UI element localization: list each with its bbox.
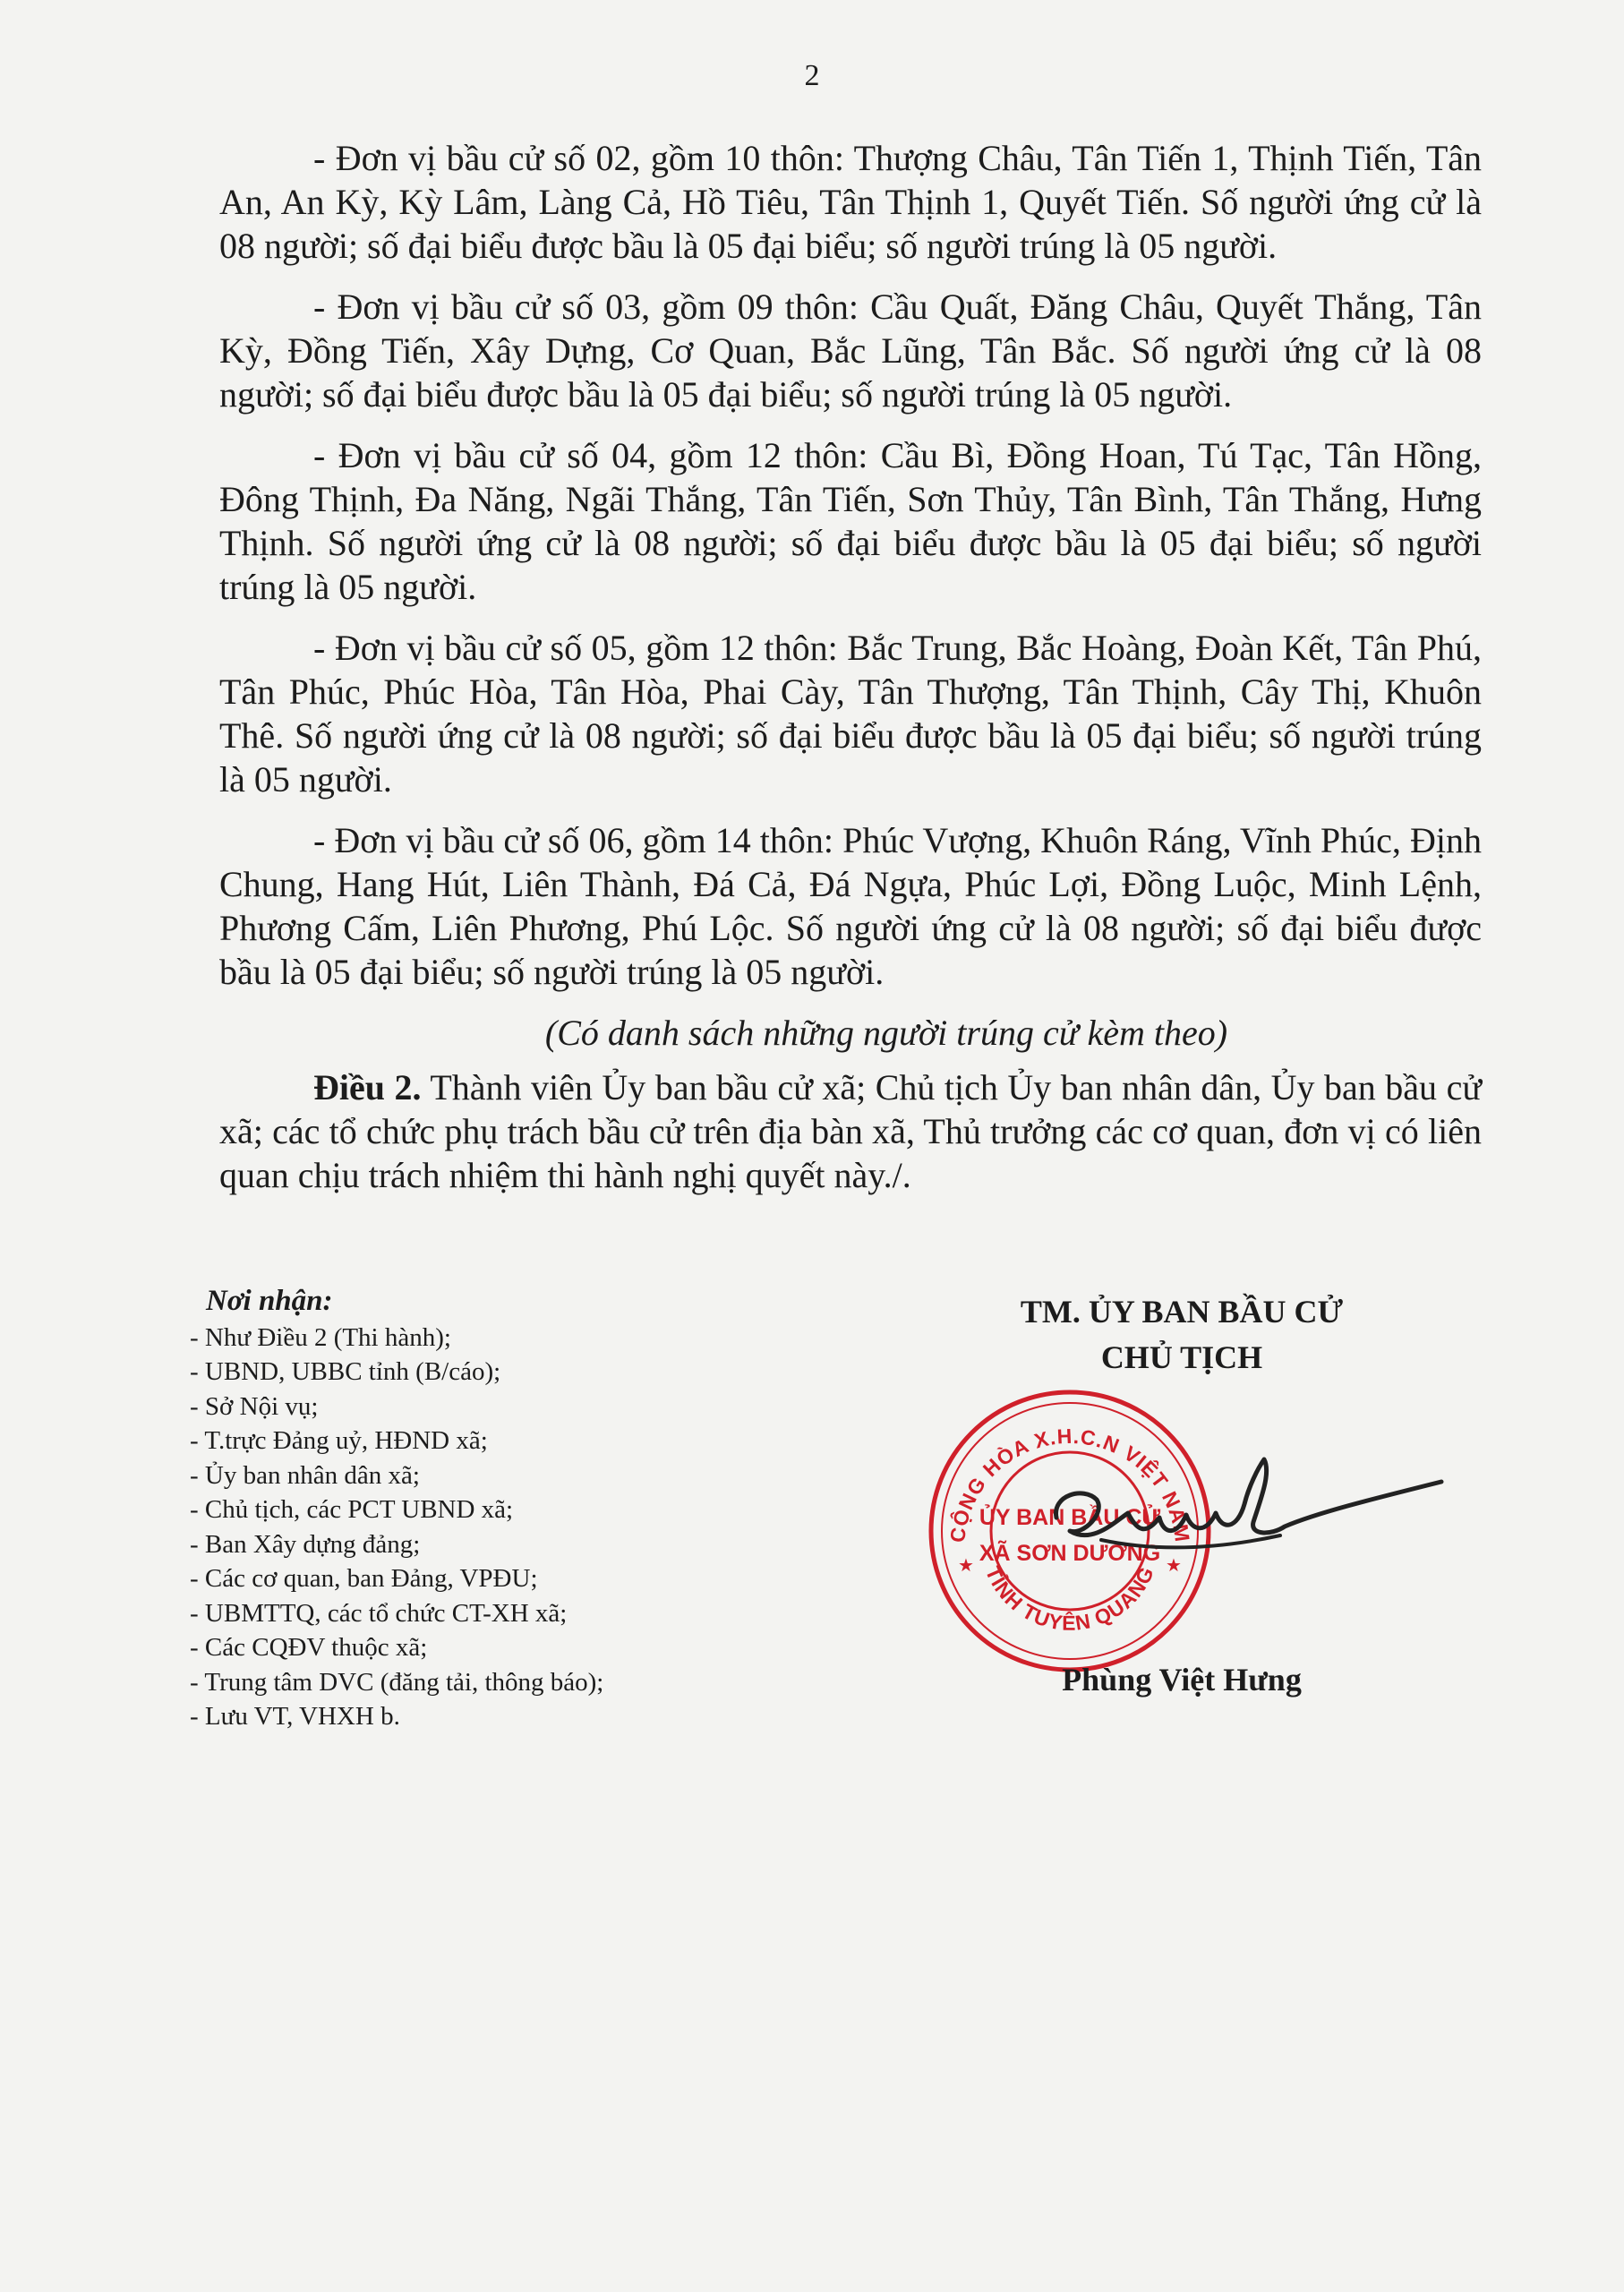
recipients-title: Nơi nhận: (206, 1285, 333, 1317)
recipient-item: - Trung tâm DVC (đăng tải, thông báo); (190, 1667, 604, 1697)
handwritten-signature (1030, 1450, 1450, 1585)
electoral-unit-04-paragraph: - Đơn vị bầu cử số 04, gồm 12 thôn: Cầu Bì, Đồng Hoan, Tú Tạc, Tân Hồng, Đông Thịnh, Đa Năng, Ngãi Thắng, Tân Tiến, Sơn Thủy, Tân Bình, Tân Thắng, Hưng Thịnh. Số người ứng cử là 08 người; số đại biểu được bầu là 05 đại biểu; số người trúng là 05 người. (219, 435, 1482, 607)
page-number: 2 (804, 59, 820, 92)
signature-title-block (949, 1289, 1415, 1381)
attachment-note: (Có danh sách những người trúng cử kèm theo) (544, 1013, 1228, 1053)
recipient-item: - UBND, UBBC tỉnh (B/cáo); (190, 1357, 501, 1386)
electoral-unit-06-paragraph: - Đơn vị bầu cử số 06, gồm 14 thôn: Phúc Vượng, Khuôn Ráng, Vĩnh Phúc, Định Chung, Hang Hút, Liên Thành, Đá Cả, Đá Ngựa, Phúc Lợi, Đồng Luộc, Minh Lệnh, Phương Cấm, Liên Phương, Phú Lộc. Số người ứng cử là 08 người; số đại biểu được bầu là 05 đại biểu; số người trúng là 05 người. (219, 820, 1482, 992)
recipient-item: - T.trực Đảng uỷ, HĐND xã; (190, 1426, 488, 1455)
recipient-item: - Như Điều 2 (Thi hành); (190, 1322, 451, 1352)
svg-text:★: ★ (1166, 1554, 1182, 1576)
seal-center-line2: XÃ SƠN DƯƠNG (979, 1541, 1161, 1566)
article-2-label: Điều 2. (313, 1067, 422, 1108)
seal-bottom-text: TỈNH TUYÊN QUANG (980, 1562, 1159, 1635)
signature-title-line2: CHỦ TỊCH (1100, 1339, 1263, 1375)
article-2 (219, 1065, 1482, 1197)
electoral-unit-03-paragraph: - Đơn vị bầu cử số 03, gồm 09 thôn: Cầu Quất, Đăng Châu, Quyết Thắng, Tân Kỳ, Đồng Tiến, Xây Dựng, Cơ Quan, Bắc Lũng, Tân Bắc. Số người ứng cử là 08 người; số đại biểu được bầu là 05 đại biểu; số người trúng là 05 người. (219, 286, 1482, 415)
recipient-item: - Các CQĐV thuộc xã; (190, 1633, 428, 1662)
recipients-list (190, 1284, 603, 1734)
recipient-item: - Sở Nội vụ; (190, 1391, 319, 1421)
recipient-item: - UBMTTQ, các tổ chức CT-XH xã; (190, 1598, 568, 1628)
electoral-unit-02-paragraph: - Đơn vị bầu cử số 02, gồm 10 thôn: Thượng Châu, Tân Tiến 1, Thịnh Tiến, Tân An, An Kỳ, Kỳ Lâm, Làng Cả, Hồ Tiêu, Tân Thịnh 1, Quyết Tiến. Số người ứng cử là 08 người; số đại biểu được bầu là 05 đại biểu; số người trúng là 05 người. (219, 138, 1482, 266)
recipient-item: - Ban Xây dựng đảng; (190, 1529, 421, 1559)
svg-text:★: ★ (958, 1554, 974, 1576)
recipient-item: - Ủy ban nhân dân xã; (190, 1460, 420, 1490)
recipient-item: - Lưu VT, VHXH b. (190, 1702, 400, 1731)
signature-title-line1: TM. ỦY BAN BẦU CỬ (1020, 1294, 1344, 1330)
signer-name: Phùng Việt Hưng (1062, 1662, 1302, 1698)
recipient-item: - Các cơ quan, ban Đảng, VPĐU; (190, 1564, 538, 1593)
electoral-unit-05-paragraph: - Đơn vị bầu cử số 05, gồm 12 thôn: Bắc Trung, Bắc Hoàng, Đoàn Kết, Tân Phú, Tân Phúc, Phúc Hòa, Tân Hòa, Phai Cày, Tân Thượng, Tân Thịnh, Cây Thị, Khuôn Thê. Số người ứng cử là 08 người; số đại biểu được bầu là 05 đại biểu; số người trúng là 05 người. (219, 628, 1482, 800)
seal-center-line1: ỦY BAN BẦU CỬ (979, 1505, 1161, 1530)
recipient-item: - Chủ tịch, các PCT UBND xã; (190, 1495, 514, 1524)
seal-outer-text: CỘNG HÒA X.H.C.N VIỆT NAM (945, 1424, 1195, 1544)
resolution-body (219, 136, 1482, 1197)
article-2-text: Thành viên Ủy ban bầu cử xã; Chủ tịch Ủy ban nhân dân, Ủy ban bầu cử xã; các tổ chức phụ trách bầu cử trên địa bàn xã, Thủ trưởng các cơ quan, đơn vị có liên quan chịu trách nhiệm thi hành nghị quyết này./. (219, 1067, 1483, 1195)
